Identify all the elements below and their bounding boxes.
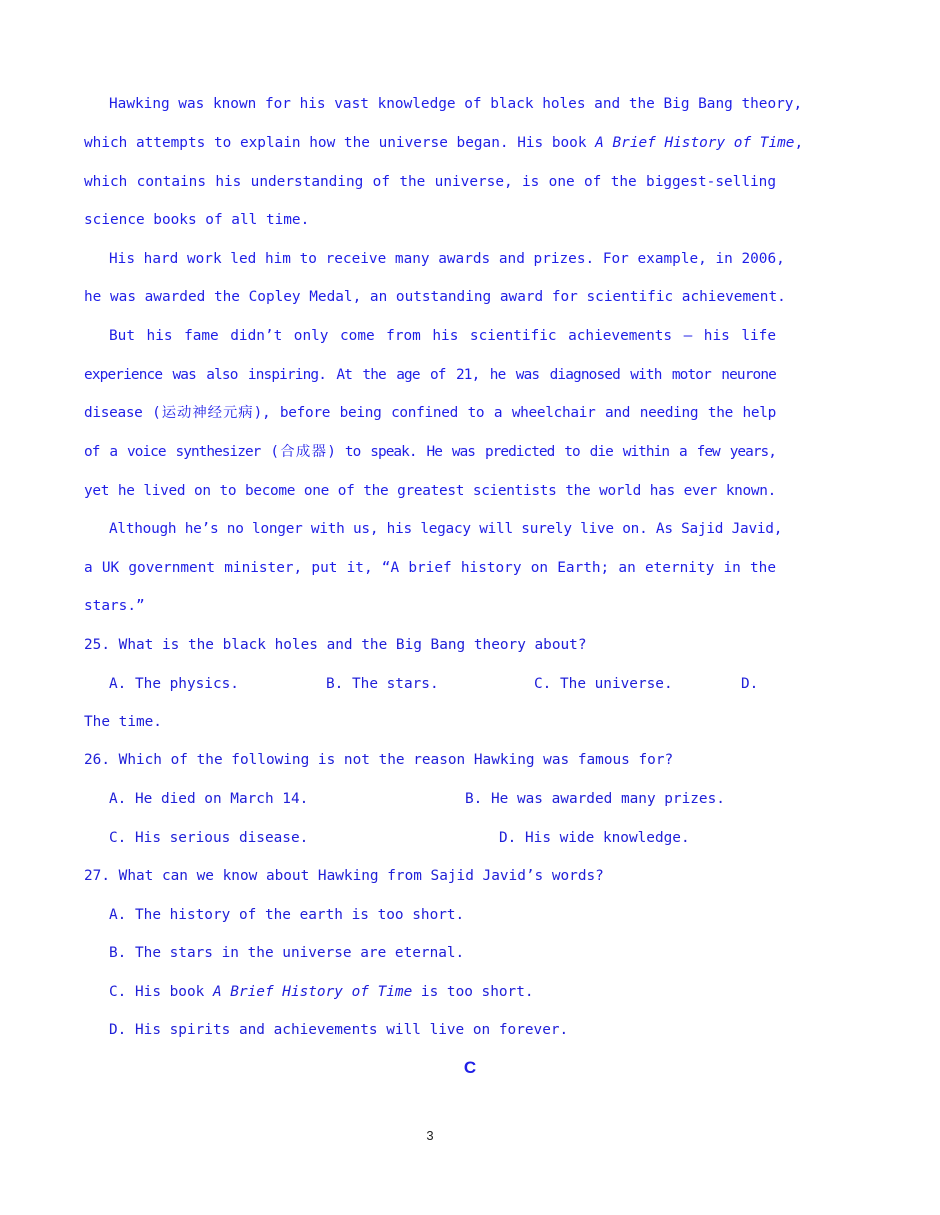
passage-line: which contains his understanding of the universe, is one of the biggest-selling — [84, 174, 776, 190]
option-a: A. The history of the earth is too short. — [109, 907, 465, 923]
book-title: A Brief History of Time — [212, 984, 413, 1000]
question-stem: 26. Which of the following is not the reason Hawking was famous for? — [84, 752, 674, 768]
passage-line: science books of all time. — [84, 212, 310, 228]
option-b: B. The stars in the universe are eternal. — [109, 945, 465, 961]
option-b: B. He was awarded many prizes. — [465, 791, 725, 807]
option-d-text: The time. — [84, 714, 162, 730]
passage-line: a UK government minister, put it, “A brief history on Earth; an eternity in the — [84, 560, 776, 576]
passage-line: of a voice synthesizer (合成器) to speak. He was predicted to die within a few years, — [84, 444, 776, 460]
question-stem: 25. What is the black holes and the Big Bang theory about? — [84, 637, 587, 653]
text-span: is too short. — [412, 984, 534, 1000]
option-d: D. His spirits and achievements will live on forever. — [109, 1022, 569, 1038]
option-c: C. The universe. — [534, 676, 673, 692]
passage-line: Although he’s no longer with us, his legacy will surely live on. As Sajid Javid, — [109, 521, 783, 537]
page-number: 3 — [426, 1128, 434, 1143]
option-d: D. His wide knowledge. — [499, 830, 690, 846]
option-b: B. The stars. — [326, 676, 439, 692]
book-title: A Brief History of Time — [595, 135, 795, 151]
text-span: which attempts to explain how the universe began. His book — [84, 135, 596, 151]
passage-line: stars.” — [84, 598, 145, 614]
section-heading: C — [463, 1058, 477, 1077]
option-d: D. — [741, 676, 759, 692]
text-span: C. His book — [109, 984, 213, 1000]
question-stem: 27. What can we know about Hawking from Sajid Javid’s words? — [84, 868, 604, 884]
passage-line: disease (运动神经元病), before being confined to a wheelchair and needing the help — [84, 405, 776, 421]
passage-line: Hawking was known for his vast knowledge of black holes and the Big Bang theory, — [109, 96, 803, 112]
passage-line: His hard work led him to receive many awards and prizes. For example, in 2006, — [109, 251, 785, 267]
option-a: A. He died on March 14. — [109, 791, 309, 807]
text-span: , — [794, 135, 804, 151]
passage-line: yet he lived on to become one of the greatest scientists the world has ever known. — [84, 483, 776, 499]
option-c — [109, 982, 776, 1002]
option-c: C. His serious disease. — [109, 830, 309, 846]
passage-line: But his fame didn’t only come from his scientific achievements — his life — [109, 328, 776, 344]
passage-line: he was awarded the Copley Medal, an outstanding award for scientific achievement. — [84, 289, 786, 305]
option-a: A. The physics. — [109, 676, 239, 692]
passage-line — [84, 133, 804, 153]
passage-line: experience was also inspiring. At the age of 21, he was diagnosed with motor neurone — [84, 367, 776, 383]
